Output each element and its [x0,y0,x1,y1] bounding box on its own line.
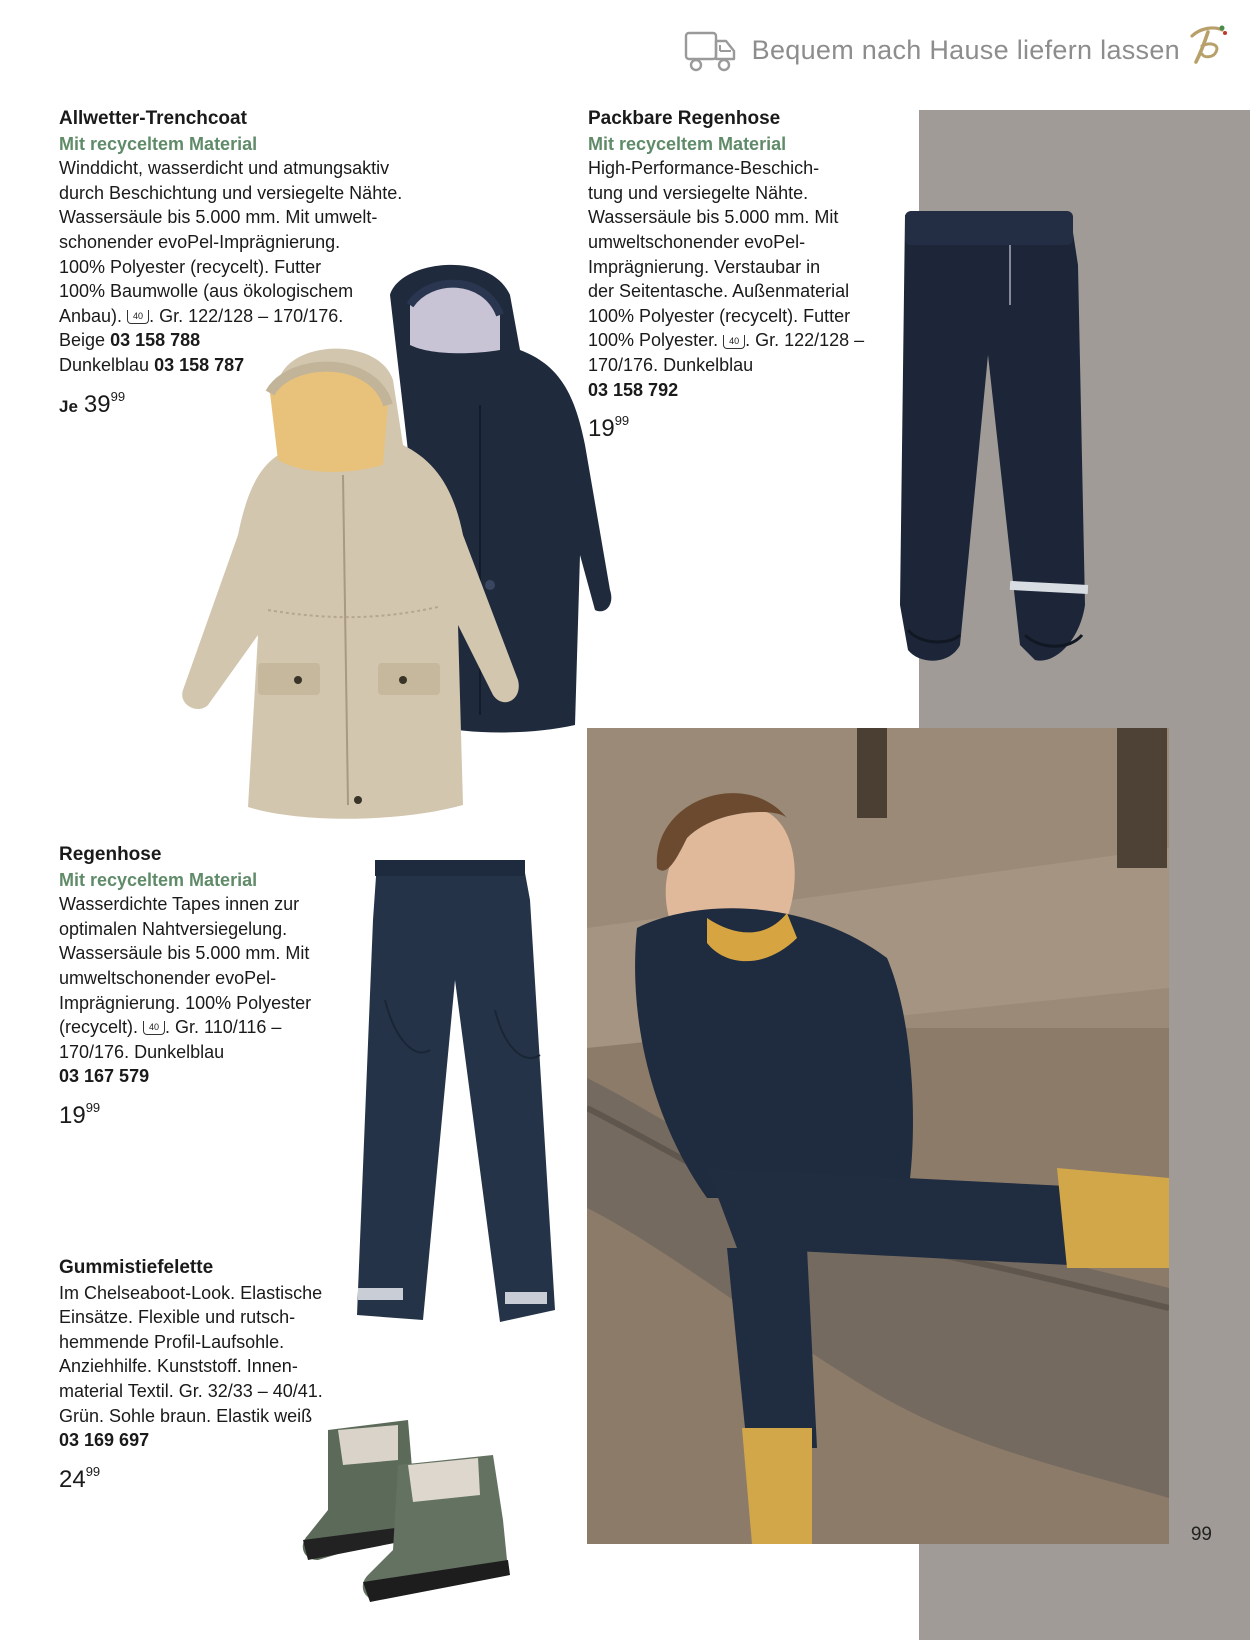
product-description-end: 170/176. Dunkelblau [59,1041,225,1062]
product-name: Packbare Regenhose [588,108,781,129]
regenhose-text [59,843,389,1131]
product-price: $19^{99}$ [59,1099,101,1129]
product-description-end: 170/176. Dunkelblau [588,354,754,375]
regenhose-image [355,860,560,1325]
article-number-dunkelblau: Dunkelblau 03 158 787 [59,354,245,375]
product-name: Allwetter-Trenchcoat [59,108,247,129]
wash-40-icon: 40 [127,310,149,324]
product-name: Regenhose [59,844,162,865]
product-description-wash-line: 100% Polyester. 40 . Gr. 122/128 – [588,330,865,351]
lifestyle-photo-art [587,728,1169,1544]
product-subtitle: Mit recyceltem Material [588,133,787,154]
trenchcoat-beige-image [178,345,523,825]
product-description: Wasserdichte Tapes innen zur optimalen Nahtversiegelung. Wassersäule bis 5.000 mm. Mit umweltschonender evoPel- Imprägnierung. 100% Polyester [59,894,312,1013]
page-number: 99 [1190,1524,1212,1545]
article-number-beige: Beige 03 158 788 [59,330,201,351]
delivery-header [684,22,1180,78]
product-description: Winddicht, wasserdicht und atmungsaktiv durch Beschichtung und versiegelte Nähte. Wassersäule bis 5.000 mm. Mit umwelt- schonender evoPel-Imprägnierung. 100% Polyester (recycelt). Futter 100% Baumwolle (aus ökologischem [59,158,403,302]
article-number: 03 167 579 [59,1066,150,1087]
product-price: $19^{99}$ [588,413,630,443]
product-subtitle: Mit recyceltem Material [59,869,258,890]
packbare-regenhose-image [880,205,1095,675]
gummistiefelette-image [298,1410,533,1610]
product-description-wash-line: (recycelt). 40 . Gr. 110/116 – [59,1017,282,1038]
header-title: Bequem nach Hause liefern lassen [751,34,1180,65]
product-subtitle: Mit recyceltem Material [59,133,258,154]
tchibo-logo-icon [1186,22,1228,66]
product-description: High-Performance-Beschich- tung und versiegelte Nähte. Wassersäule bis 5.000 mm. Mit umweltschonender evoPel- Imprägnierung. Verstaubar in der Seitentasche. Außenmaterial 100% Polyester (recycelt). Futter [588,158,851,326]
truck-icon [684,27,736,73]
wash-40-icon: 40 [723,335,745,349]
product-description-wash-line: Anbau). 40 . Gr. 122/128 – 170/176. [59,305,344,326]
article-number: 03 169 697 [59,1430,150,1451]
product-price: $24^{99}$ [59,1463,101,1493]
product-description: Im Chelseaboot-Look. Elastische Einsätze. Flexible und rutsch- hemmende Profil-Laufsohle. Anziehhilfe. Kunststoff. Innen- material Textil. Gr. 32/33 – 40/41. Grün. Sohle braun. Elastik weiß [59,1282,323,1426]
product-price: Je $39^{99}$ [59,388,126,418]
product-name: Gummistiefelette [59,1257,214,1278]
wash-40-icon: 40 [143,1021,165,1035]
article-number: 03 158 792 [588,379,679,400]
lifestyle-photo [587,728,1169,1544]
packbare-regenhose-text [588,107,908,444]
